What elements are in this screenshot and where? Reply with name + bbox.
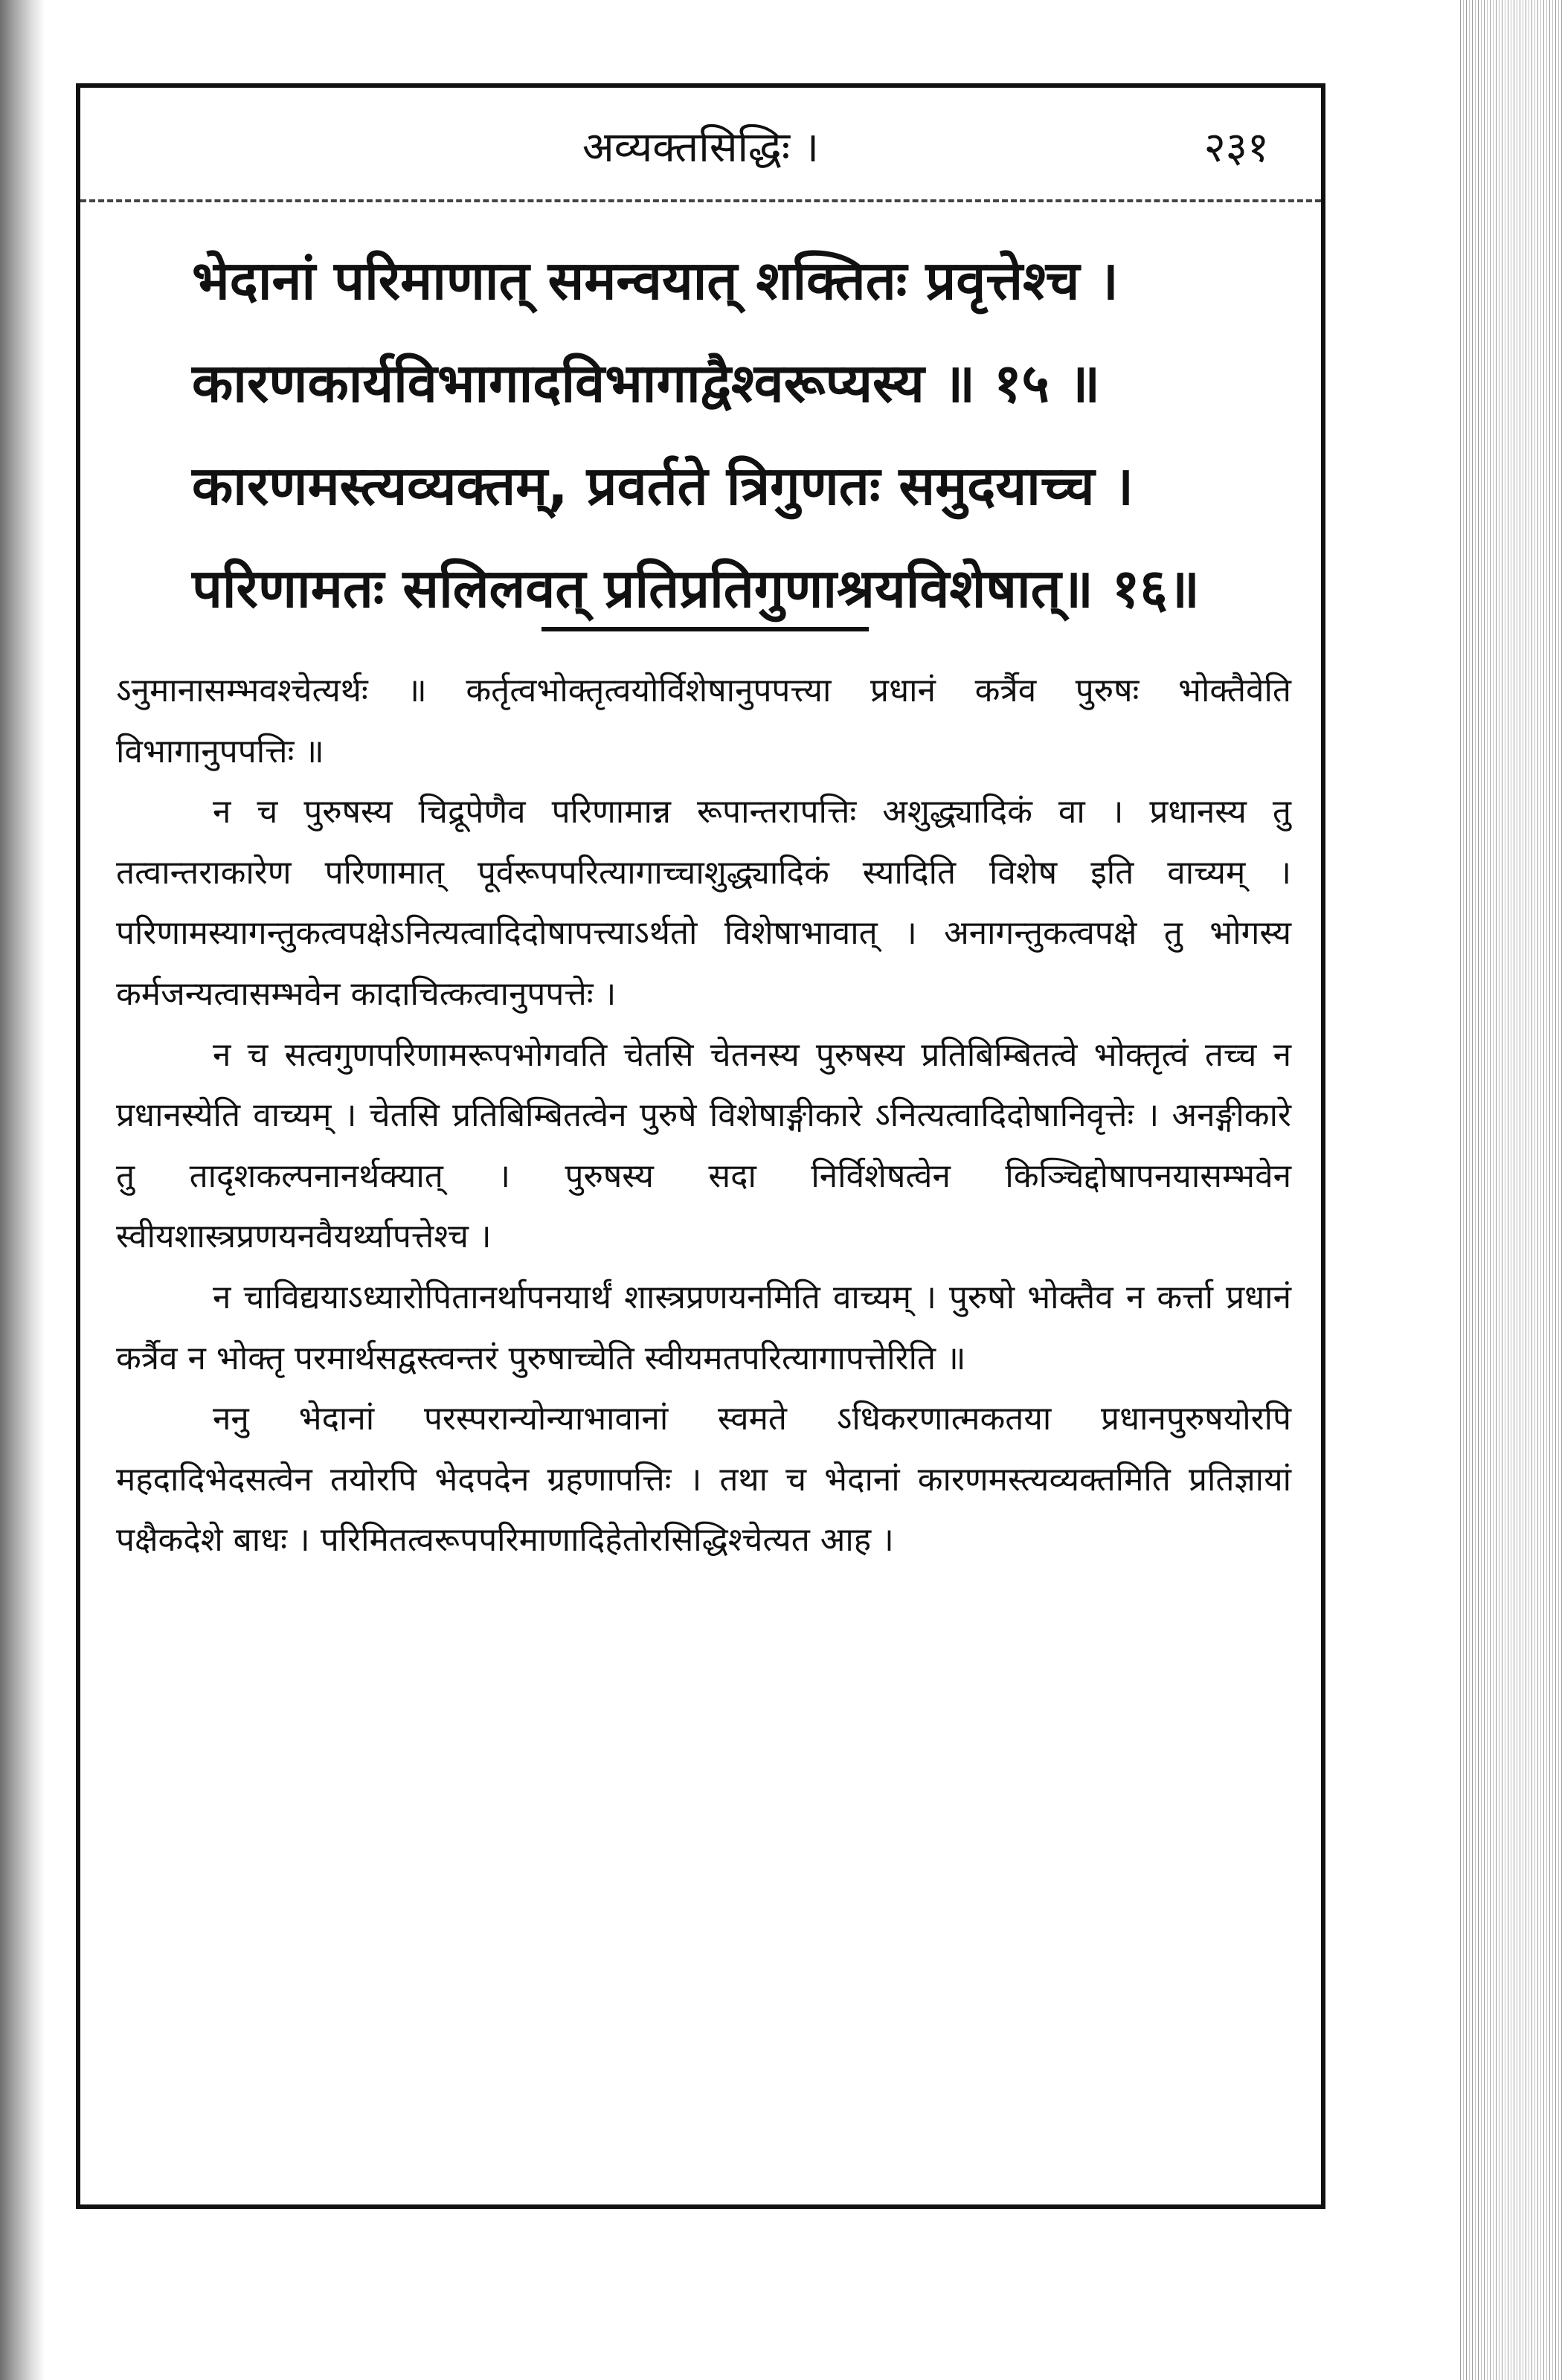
commentary-paragraph: न च सत्वगुणपरिणामरूपभोगवति चेतसि चेतनस्य पुरुषस्य प्रतिबिम्बितत्वे भोक्तृत्वं तच्च न प्रधानस्येति वाच्यम् । चेतसि प्रतिबिम्बितत्वेन पुरुषे विशेषाङ्गीकारे ऽनित्यत्वादिदोषानिवृत्तेः । अनङ्गीकारे तु तादृशकल्पनानर्थक्यात् । पुरुषस्य सदा निर्विशेषत्वेन किञ्चिद्दोषापनयासम्भवेन स्वीयशास्त्रप्रणयनवैयर्थ्यापत्तेश्च ।: [116, 1035, 1291, 1256]
verse-line: कारणमस्त्यव्यक्तम्, प्रवर्तते त्रिगुणतः समुदयाच्च ।: [192, 454, 1134, 517]
page-number: २३१: [1203, 123, 1269, 172]
verse-line: परिणामतः सलिलवत् प्रतिप्रतिगुणाश्रयविशेषात्॥ १६॥: [192, 557, 1200, 620]
verse-line: भेदानां परिमाणात् समन्वयात् शक्तितः प्रवृत्तेश्च ।: [192, 249, 1119, 312]
verse-line: कारणकार्यविभागादविभागाद्वैश्वरूप्यस्य ॥ १५ ॥: [192, 352, 1101, 414]
running-header: [80, 110, 1321, 184]
commentary-paragraph: ननु भेदानां परस्परान्योन्याभावानां स्वमते ऽधिकरणात्मकतया प्रधानपुरुषयोरपि महदादिभेदसत्वेन तयोरपि भेदपदेन ग्रहणापत्तिः । तथा च भेदानां कारणमस्त्यव्यक्तमिति प्रतिज्ञायां पक्षैकदेशे बाधः । परिमितत्वरूपपरिमाणादिहेतोरसिद्धिश्चेत्यत आह ।: [116, 1400, 1291, 1560]
running-title: अव्यक्तसिद्धिः ।: [582, 123, 820, 172]
page-frame: [76, 83, 1325, 2209]
header-dashed-rule: [80, 199, 1321, 202]
commentary-paragraph: न च पुरुषस्य चिद्रूपेणैव परिणामान्न रूपान्तरापत्तिः अशुद्ध्यादिकं वा । प्रधानस्य तु तत्वान्तराकारेण परिणामात् पूर्वरूपपरित्यागाच्चाशुद्ध्यादिकं स्यादिति विशेष इति वाच्यम् । परिणामस्यागन्तुकत्वपक्षेऽनित्यत्वादिदोषापत्त्याऽर्थतो विशेषाभावात् । अनागन्तुकत्वपक्षे तु भोगस्य कर्मजन्यत्वासम्भवेन कादाचित्कत्वानुपपत्तेः ।: [116, 793, 1291, 1013]
verse-separator-rule: [541, 627, 869, 631]
book-spine-shadow-left: [0, 0, 45, 2380]
book-page-edges-right: [1458, 0, 1562, 2380]
commentary-paragraph: न चाविद्ययाऽध्यारोपितानर्थापनयार्थं शास्त्रप्रणयनमिति वाच्यम् । पुरुषो भोक्तैव न कर्त्ता प्रधानं कर्त्रैव न भोक्तृ परमार्थसद्वस्त्वन्तरं पुरुषाच्चेति स्वीयमतपरित्यागापत्तेरिति ॥: [116, 1278, 1291, 1377]
commentary-paragraph: ऽनुमानासम्भवश्चेत्यर्थः ॥ कर्तृत्वभोक्तृत्वयोर्विशेषानुपपत्त्या प्रधानं कर्त्रैव पुरुषः भोक्तैवेति विभागानुपपत्तिः ॥: [116, 672, 1291, 771]
karika-verses: [192, 229, 1352, 640]
commentary-body: [116, 660, 1291, 1571]
